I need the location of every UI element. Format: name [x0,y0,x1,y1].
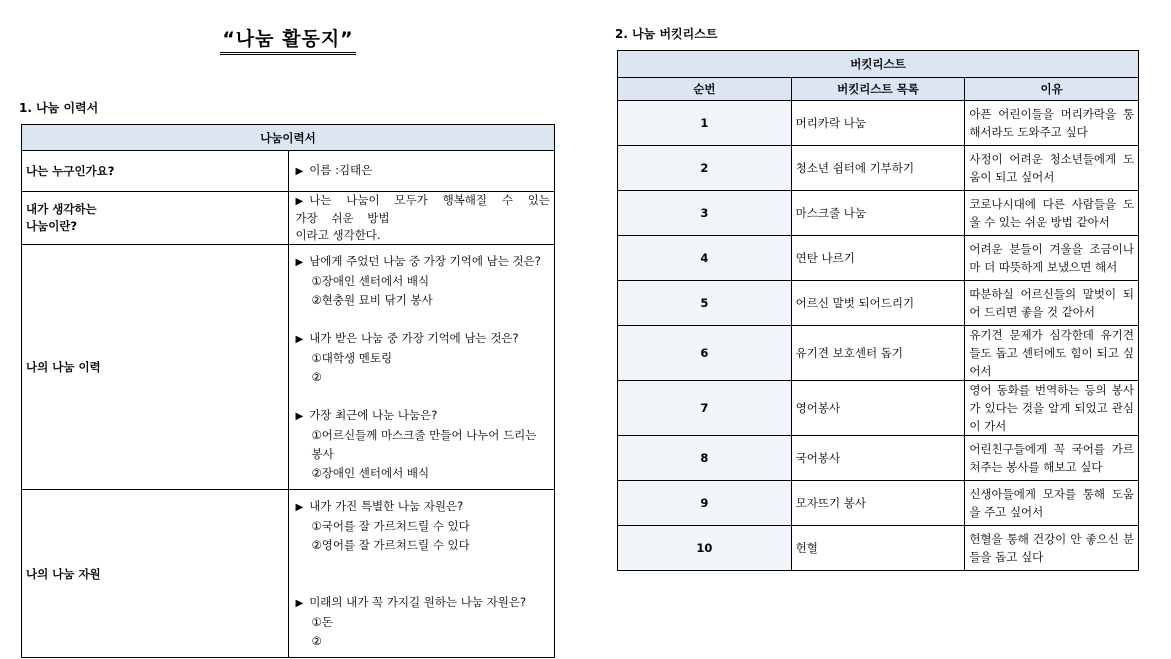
table-row [618,281,1139,326]
table-row [618,191,1139,236]
section-heading-resume: 1. 나눔 이력서 [19,101,99,115]
row-number: 7 [618,381,792,436]
row-reason: 유기견 문제가 심각한데 유기견들도 돕고 센터에도 힘이 되고 싶어서 [965,326,1139,381]
row-number: 10 [618,526,792,571]
bucketlist-table [617,50,1139,571]
row-item: 국어봉사 [791,436,965,481]
col-header-no: 순번 [618,78,792,101]
page-title: “나눔 활동지” [220,24,356,55]
row-reason: 따분하실 어르신들의 말벗이 되어 드리면 좋을 것 같아서 [965,281,1139,326]
bullet-icon: ▶ [295,333,304,345]
row-reason: 어린친구들에게 꼭 국어를 가르쳐주는 봉사를 해보고 싶다 [965,436,1139,481]
who-label: 나는 누구인가요? [22,151,289,192]
row-reason: 어려운 분들이 겨울을 조금이나마 더 따뜻하게 보냈으면 해서 [965,236,1139,281]
section-heading-bucketlist: 2. 나눔 버킷리스트 [615,27,718,41]
history-label: 나의 나눔 이력 [22,245,289,490]
row-item: 영어봉사 [791,381,965,436]
row-item: 헌혈 [791,526,965,571]
bucketlist-table-title: 버킷리스트 [618,51,1139,78]
table-row [618,236,1139,281]
row-item: 어르신 말벗 되어드리기 [791,281,965,326]
row-reason: 헌혈을 통해 건강이 안 좋으신 분들을 돕고 싶다 [965,526,1139,571]
history-value: ▶ 남에게 주었던 나눔 중 가장 기억에 남는 것은? ①장애인 센터에서 배식 ②현충원 묘비 닦기 봉사 ▶ 내가 받은 나눔 중 가장 기억에 남는 것은? ①대학생 멘토링 ② ▶ 가장 최근에 나눈 나눔은? ①어르신들께 마스크줄 만들어 나누어 드리는 봉사 ②장애인 센터에서 배식 [288,245,555,490]
row-number: 4 [618,236,792,281]
who-value: ▶ 이름 :김태은 [288,151,555,192]
row-item: 유기견 보호센터 돕기 [791,326,965,381]
table-row [618,526,1139,571]
bullet-icon: ▶ [295,410,304,422]
think-value: ▶ 나는 나눔이 모두가 행복해질 수 있는 가장 쉬운 방법 이라고 생각한다. [288,192,555,245]
row-number: 2 [618,146,792,191]
bullet-icon: ▶ [295,166,304,177]
bullet-icon: ▶ [295,501,304,513]
col-header-item: 버킷리스트 목록 [791,78,965,101]
sharing-resume-table [21,124,555,658]
resource-label: 나의 나눔 자원 [22,490,289,658]
table-row [618,146,1139,191]
row-number: 5 [618,281,792,326]
table-row [618,326,1139,381]
row-item: 마스크줄 나눔 [791,191,965,236]
table-row [618,101,1139,146]
row-item: 머리카락 나눔 [791,101,965,146]
bullet-icon: ▶ [295,597,304,609]
think-label: 내가 생각하는 나눔이란? [22,192,289,245]
bullet-icon: ▶ [295,256,304,268]
row-item: 연탄 나르기 [791,236,965,281]
table-row [618,381,1139,436]
row-number: 3 [618,191,792,236]
row-reason: 영어 동화를 번역하는 등의 봉사가 있다는 것을 알게 되었고 관심이 가서 [965,381,1139,436]
row-reason: 신생아들에게 모자를 통해 도움을 주고 싶어서 [965,481,1139,526]
table-row [618,436,1139,481]
bullet-icon: ▶ [295,196,304,207]
table-row [618,481,1139,526]
row-number: 9 [618,481,792,526]
row-number: 1 [618,101,792,146]
row-reason: 사정이 어려운 청소년들에게 도움이 되고 싶어서 [965,146,1139,191]
col-header-reason: 이유 [965,78,1139,101]
resume-table-title: 나눔이력서 [22,125,555,151]
row-number: 8 [618,436,792,481]
row-number: 6 [618,326,792,381]
row-reason: 코로나시대에 다른 사람들을 도울 수 있는 쉬운 방법 같아서 [965,191,1139,236]
resource-value: ▶ 내가 가진 특별한 나눔 자원은? ①국어를 잘 가르쳐드릴 수 있다 ②영어를 잘 가르쳐드릴 수 있다 ▶ 미래의 내가 꼭 가지길 원하는 나눔 자원은? ①돈 ② [288,490,555,658]
row-item: 모자뜨기 봉사 [791,481,965,526]
row-reason: 아픈 어린이들을 머리카락을 통해서라도 도와주고 싶다 [965,101,1139,146]
row-item: 청소년 쉼터에 기부하기 [791,146,965,191]
